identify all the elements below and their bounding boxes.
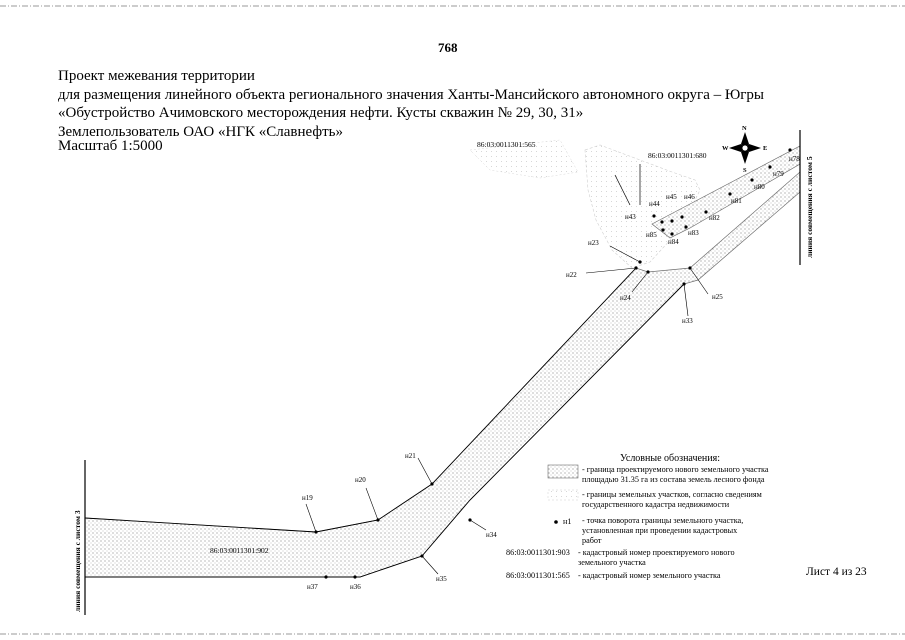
point-n44 [660,220,663,223]
label-n22: н22 [566,271,577,279]
point-n82 [704,210,707,213]
label-n36: н36 [350,583,361,591]
label-n80: н80 [754,183,765,191]
legend-title: Условные обозначения: [620,453,721,464]
label-n84: н84 [668,238,679,246]
point-n79 [768,165,771,168]
label-n24: н24 [620,294,631,302]
label-n20: н20 [355,476,366,484]
left-match-label: линия совмещения с листом 3 [73,510,82,612]
point-n36 [353,575,356,578]
page-number: 768 [438,40,458,55]
legend-point-label: н1 [563,517,572,526]
legend-swatch-projected [548,465,578,478]
label-n45: н45 [666,193,677,201]
label-n37: н37 [307,583,318,591]
legend-point-marker [554,520,558,524]
point-n85 [661,228,664,231]
point-n43 [652,214,655,217]
compass-s: S [743,167,747,174]
right-match-label: линия совмещения с листом 5 [805,156,814,258]
label-n82: н82 [709,214,720,222]
legend-code-565: 86:03:0011301:565 [506,571,570,580]
map-scale: Масштаб 1:5000 [58,138,163,154]
legend-item-903: - кадастровый номер проектируемого нового земельного участка [578,548,735,567]
point-n37 [324,575,327,578]
existing-parcel-680 [585,145,700,268]
label-n34: н34 [486,531,497,539]
label-n46: н46 [684,193,695,201]
point-n46 [680,215,683,218]
title-line-4: Землепользователь ОАО «НГК «Славнефть» [58,123,343,140]
label-n81: н81 [731,197,742,205]
legend-swatch-existing [548,490,578,500]
sheet-number: Лист 4 из 23 [806,566,867,578]
legend-item-565: - кадастровый номер земельного участка [578,571,721,580]
point-n80 [750,178,753,181]
label-n23: н23 [588,239,599,247]
title-line-3: «Обустройство Ачимовского месторождения нефти. Кусты скважин № 29, 30, 31» [58,105,584,121]
label-n43: н43 [625,213,636,221]
label-n35: н35 [436,575,447,583]
label-n83: н83 [688,229,699,237]
label-n33: н33 [682,317,693,325]
legend-item-projected: - граница проектируемого нового земельного участка площадью 31.35 га из состава земель лесного фонда [582,465,769,484]
label-n44: н44 [649,200,660,208]
point-n78 [788,148,791,151]
compass-w: W [722,145,729,152]
label-n85: н85 [646,231,657,239]
point-n81 [728,192,731,195]
cadastral-680: 86:03:0011301:680 [648,151,707,160]
legend-item-existing: - границы земельных участков, согласно сведениям государственного кадастра недвижимости [582,490,762,509]
label-n21: н21 [405,452,416,460]
label-n78: н78 [789,155,800,163]
label-n25: н25 [712,293,723,301]
title-line-1: Проект межевания территории [58,68,255,84]
cadastral-565: 86:03:0011301:565 [477,140,536,149]
compass-e: E [763,145,768,152]
legend-item-point: - точка поворота границы земельного участка, установленная при проведении кадастровых работ [582,516,744,545]
point-n45 [670,219,673,222]
compass-n: N [742,125,747,132]
point-n84 [670,232,673,235]
legend-code-903: 86:03:0011301:903 [506,548,570,557]
label-n19: н19 [302,494,313,502]
title-line-2: для размещения линейного объекта регионального значения Ханты-Мансийского автономного округа – Югры [58,86,764,103]
label-n79: н79 [773,170,784,178]
cadastral-902: 86:03:0011301:902 [210,546,269,555]
